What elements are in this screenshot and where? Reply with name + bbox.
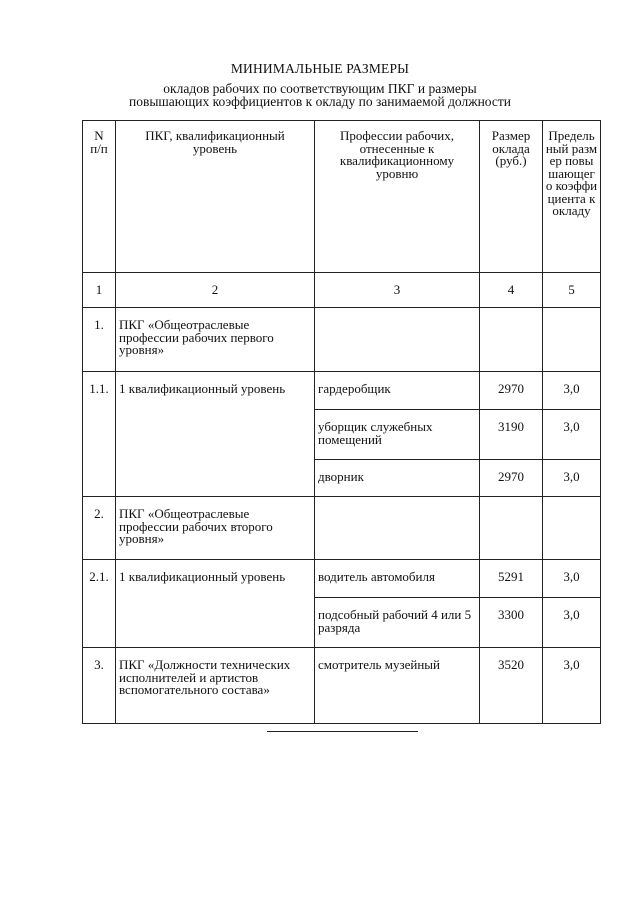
coefficient: 3,0 (543, 648, 601, 724)
level-name: 1 квалификационный уровень (116, 560, 315, 648)
header-pkg: ПКГ, квалификационный уровень (116, 121, 315, 273)
coefficient: 3,0 (543, 560, 601, 598)
table-row (83, 560, 601, 598)
salary-table (82, 120, 601, 724)
header-coef: Предельный размер повышающего коэффициента к окладу (543, 121, 601, 273)
table-row (83, 648, 601, 724)
salary: 2970 (480, 372, 543, 410)
document-title: МИНИМАЛЬНЫЕ РАЗМЕРЫ (230, 61, 410, 76)
profession: смотритель музейный (315, 648, 480, 724)
table-row (83, 497, 601, 560)
header-profession: Профессии рабочих, отнесенные к квалификационному уровню (315, 121, 480, 273)
column-number: 1 (83, 273, 116, 308)
group-name: ПКГ «Общеотраслевые профессии рабочих второго уровня» (116, 497, 315, 560)
empty-cell (543, 308, 601, 372)
salary: 2970 (480, 460, 543, 497)
profession: уборщик служебных помещений (315, 410, 480, 460)
column-number: 2 (116, 273, 315, 308)
document-subtitle-line2: повышающих коэффициентов к окладу по занимаемой должности (128, 94, 511, 109)
coefficient: 3,0 (543, 460, 601, 497)
profession: дворник (315, 460, 480, 497)
document-subtitle-line1: окладов рабочих по соответствующим ПКГ и размеры (163, 81, 477, 96)
profession: подсобный рабочий 4 или 5 разряда (315, 598, 480, 648)
table-row (83, 372, 601, 410)
footer-divider (267, 731, 418, 732)
coefficient: 3,0 (543, 598, 601, 648)
salary: 5291 (480, 560, 543, 598)
table-header-row (83, 121, 601, 273)
column-number: 3 (315, 273, 480, 308)
profession: водитель автомобиля (315, 560, 480, 598)
empty-cell (480, 497, 543, 560)
table-row (83, 308, 601, 372)
group-number: 3. (83, 648, 116, 724)
group-name: ПКГ «Общеотраслевые профессии рабочих первого уровня» (116, 308, 315, 372)
empty-cell (315, 497, 480, 560)
group-name: ПКГ «Должности технических исполнителей и артистов вспомогательного состава» (116, 648, 315, 724)
profession: гардеробщик (315, 372, 480, 410)
coefficient: 3,0 (543, 372, 601, 410)
header-salary: Размер оклада (руб.) (480, 121, 543, 273)
level-name: 1 квалификационный уровень (116, 372, 315, 497)
group-number: 2. (83, 497, 116, 560)
level-number: 1.1. (83, 372, 116, 497)
empty-cell (480, 308, 543, 372)
salary: 3190 (480, 410, 543, 460)
column-number-row (83, 273, 601, 308)
header-num: N п/п (83, 121, 116, 273)
column-number: 4 (480, 273, 543, 308)
salary: 3520 (480, 648, 543, 724)
coefficient: 3,0 (543, 410, 601, 460)
empty-cell (543, 497, 601, 560)
level-number: 2.1. (83, 560, 116, 648)
column-number: 5 (543, 273, 601, 308)
salary: 3300 (480, 598, 543, 648)
group-number: 1. (83, 308, 116, 372)
empty-cell (315, 308, 480, 372)
